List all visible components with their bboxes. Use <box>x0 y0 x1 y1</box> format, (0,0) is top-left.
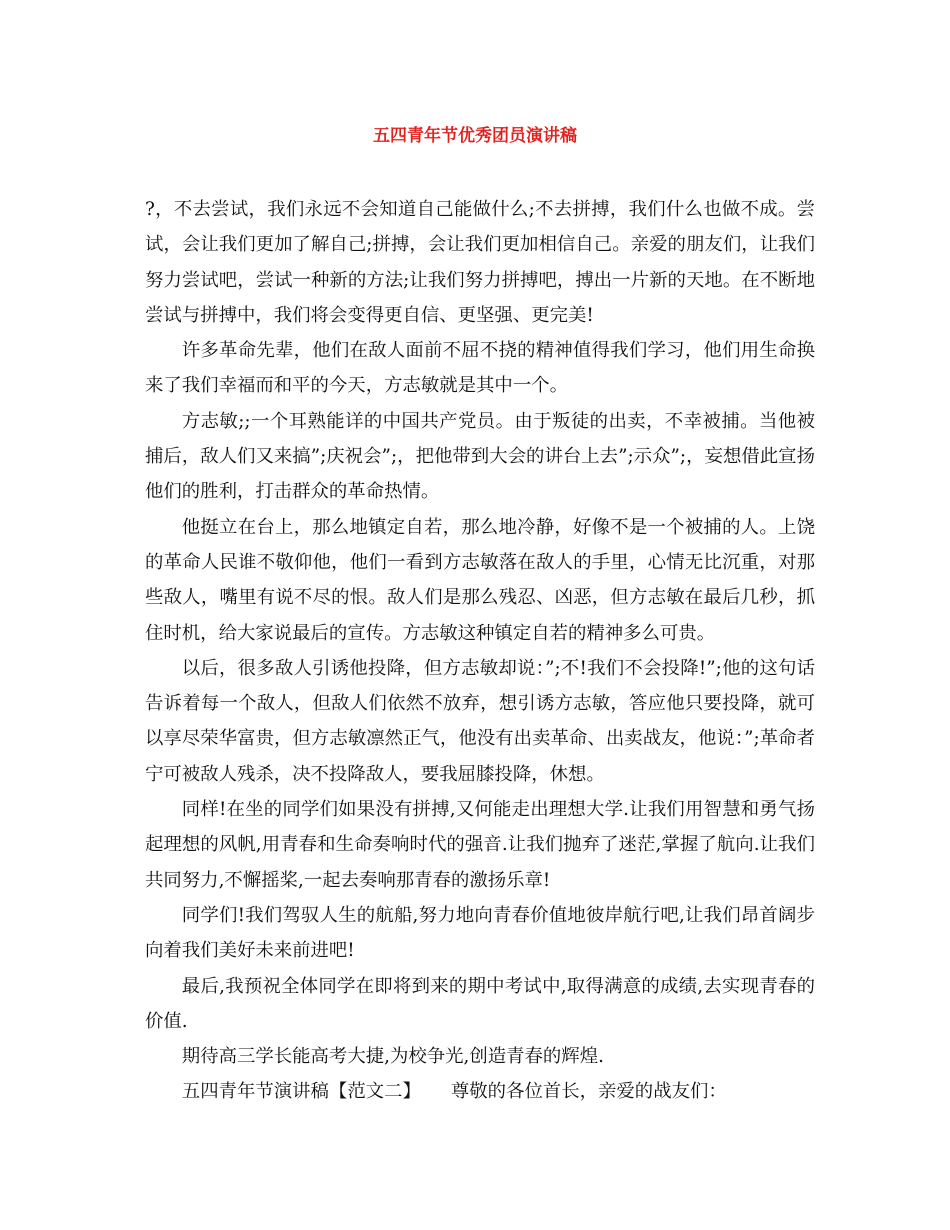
section-heading: 五四青年节演讲稿【范文二】 <box>181 1081 421 1103</box>
greeting-text: 尊敬的各位首长，亲爱的战友们： <box>450 1081 727 1103</box>
page-title: 五四青年节优秀团员演讲稿 <box>373 126 577 146</box>
paragraph-4: 他挺立在台上，那么地镇定自若，那么地冷静，好像不是一个被捕的人。上饶的革命人民谁不敬仰他，他们一看到方志敏落在敌人的手里，心情无比沉重，对那些敌人，嘴里有说不尽的恨。敌人们是那么残忍、凶恶，但方志敏在最后几秒，抓住时机，给大家说最后的宣传。方志敏这种镇定自若的精神多么可贵。 <box>145 516 815 644</box>
paragraph-7: 同学们!我们驾驭人生的航船,努力地向青春价值地彼岸航行吧,让我们昂首阔步向着我们美好未来前进吧! <box>145 904 815 962</box>
paragraph-1: ?，不去尝试，我们永远不会知道自己能做什么;不去拼搏，我们什么也做不成。尝试，会让我们更加了解自己;拼搏，会让我们更加相信自己。亲爱的朋友们，让我们努力尝试吧，尝试一种新的方法;让我们努力拼搏吧，搏出一片新的天地。在不断地尝试与拼搏中，我们将会变得更自信、更坚强、更完美! <box>145 199 815 326</box>
paragraph-10 <box>145 1074 815 1109</box>
paragraph-9: 期待高三学长能高考大捷,为校争光,创造青春的辉煌. <box>181 1046 604 1068</box>
document-body <box>145 192 815 1110</box>
paragraph-2: 许多革命先辈，他们在敌人面前不屈不挠的精神值得我们学习，他们用生命换来了我们幸福而和平的今天，方志敏就是其中一个。 <box>145 340 815 397</box>
paragraph-5: 以后，很多敌人引诱他投降，但方志敏却说：”;不!我们不会投降!”;他的这句话告诉着每一个敌人，但敌人们依然不放弃，想引诱方志敏，答应他只要投降，就可以享尽荣华富贵，但方志敏凛然正气，他没有出卖革命、出卖战友，他说：”;革命者宁可被敌人残杀，决不投降敌人，要我屈膝投降，休想。 <box>145 657 815 785</box>
paragraph-6: 同样!在坐的同学们如果没有拼搏,又何能走出理想大学.让我们用智慧和勇气扬起理想的风帆,用青春和生命奏响时代的强音.让我们抛弃了迷茫,掌握了航向.让我们共同努力,不懈摇桨,一起去奏响那青春的激扬乐章! <box>145 799 815 891</box>
paragraph-3: 方志敏;;一个耳熟能详的中国共产党员。由于叛徒的出卖，不幸被捕。当他被捕后，敌人们又来搞”;庆祝会”;，把他带到大会的讲台上去”;示众”;，妄想借此宣扬他们的胜利，打击群众的革命热情。 <box>145 410 815 503</box>
paragraph-8: 最后,我预祝全体同学在即将到来的期中考试中,取得满意的成绩,去实现青春的价值. <box>145 975 815 1032</box>
